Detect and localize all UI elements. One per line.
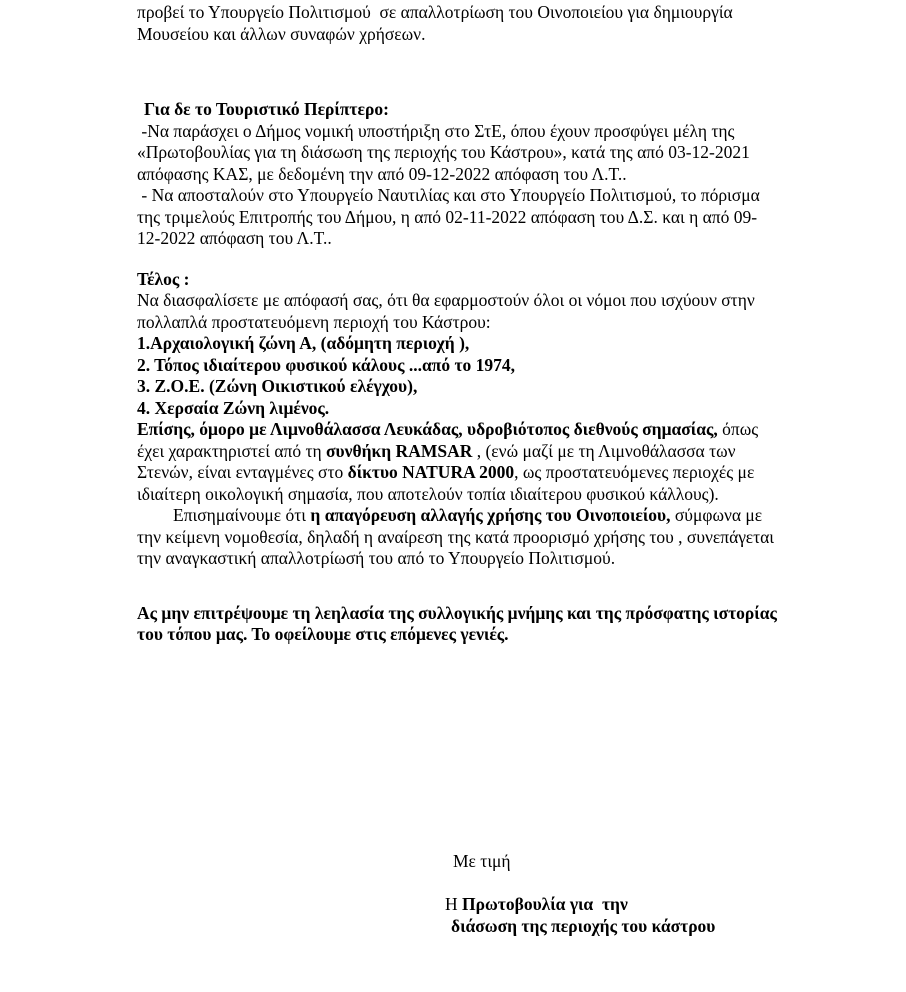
intro-paragraph: προβεί το Υπουργείο Πολιτισμού σε απαλλοτρίωση του Οινοποιείου για δημιουργία Μουσείου και άλλων συναφών χρήσεων. — [137, 2, 738, 44]
signature-block — [445, 894, 778, 937]
ramsar-run-regular-3: , ως προστατευόμενες περιοχές με ιδιαίτερη οικολογική σημασία, που αποτελούν τοπία ιδιαίτερου φυσικού κάλλους). — [137, 462, 759, 504]
signature-line1-name: Πρωτοβουλία για την — [462, 894, 628, 914]
prohibition-run-regular-1: Επισημαίνουμε ότι — [173, 505, 311, 525]
signature-line-1 — [445, 894, 778, 916]
ramsar-run-regular-1: όπως έχει χαρακτηριστεί από τη — [137, 419, 763, 461]
tourist-kiosk-item-2: - Να αποσταλούν στο Υπουργείο Ναυτιλίας και στο Υπουργείο Πολιτισμού, το πόρισμα της τριμελούς Επιτροπής του Δήμου, η από 02-11-2022 απόφαση του Δ.Σ. και η από 09-12-2022 απόφαση του Λ.Τ.. — [137, 185, 765, 248]
tourist-kiosk-heading: Για δε το Τουριστικό Περίπτερο: — [144, 99, 389, 119]
protection-zone-item-3: 3. Ζ.Ο.Ε. (Ζώνη Οικιστικού ελέγχου), — [137, 376, 418, 396]
ramsar-run-bold-3: δίκτυο NATURA 2000 — [347, 462, 515, 482]
protection-zone-item-1: 1.Αρχαιολογική ζώνη Α, (αδόμητη περιοχή ), — [137, 333, 470, 353]
prohibition-paragraph — [137, 505, 778, 570]
signature-line-2: διάσωση της περιοχής του κάστρου — [451, 915, 716, 936]
protection-zone-item-4: 4. Χερσαία Ζώνη λιμένος. — [137, 397, 330, 418]
appeal-paragraph: Ας μην επιτρέψουμε τη λεηλασία της συλλογικής μνήμης και της πρόσφατης ιστορίας του τόπου μας. Το οφείλουμε στις επόμενες γενιές. — [137, 602, 782, 644]
ramsar-run-bold-2: συνθήκη RAMSAR — [326, 440, 473, 461]
telos-lead-paragraph: Να διασφαλίσετε με απόφασή σας, ότι θα εφαρμοστούν όλοι οι νόμοι που ισχύουν στην πολλαπλά προστατευόμενη περιοχή του Κάστρου: — [137, 290, 760, 332]
ramsar-paragraph — [137, 419, 778, 505]
signature-salutation: Με τιμή — [453, 850, 511, 871]
prohibition-run-regular-2: σύμφωνα με την κείμενη νομοθεσία, δηλαδή η αναίρεση της κατά προορισμό χρήσης του , συνεπάγεται την αναγκαστική απαλλοτρίωσή του από το Υπουργείο Πολιτισμού. — [137, 505, 779, 568]
telos-heading: Τέλος : — [137, 268, 190, 289]
ramsar-run-regular-2: , (ενώ μαζί με τη Λιμνοθάλασσα των Στενών, είναι ενταγμένες στο — [137, 440, 740, 482]
ramsar-run-bold-1: Επίσης, όμορο με Λιμνοθάλασσα Λευκάδας, υδροβιότοπος διεθνούς σημασίας, — [137, 419, 718, 439]
signature-line1-prefix: Η — [445, 894, 463, 914]
protection-zone-item-2: 2. Τόπος ιδιαίτερου φυσικού κάλους ...από το 1974, — [137, 354, 516, 375]
prohibition-run-bold-1: η απαγόρευση αλλαγής χρήσης του Οινοποιείου, — [310, 505, 671, 525]
tourist-kiosk-item-1: -Να παράσχει ο Δήμος νομική υποστήριξη στο ΣτΕ, όπου έχουν προσφύγει μέλη της «Πρωτοβουλίας για τη διάσωση της περιοχής του Κάστρου», κατά της από 03-12-2021 απόφασης ΚΑΣ, με δεδομένη την από 09-12-2022 απόφαση του Λ.Τ.. — [137, 120, 755, 184]
